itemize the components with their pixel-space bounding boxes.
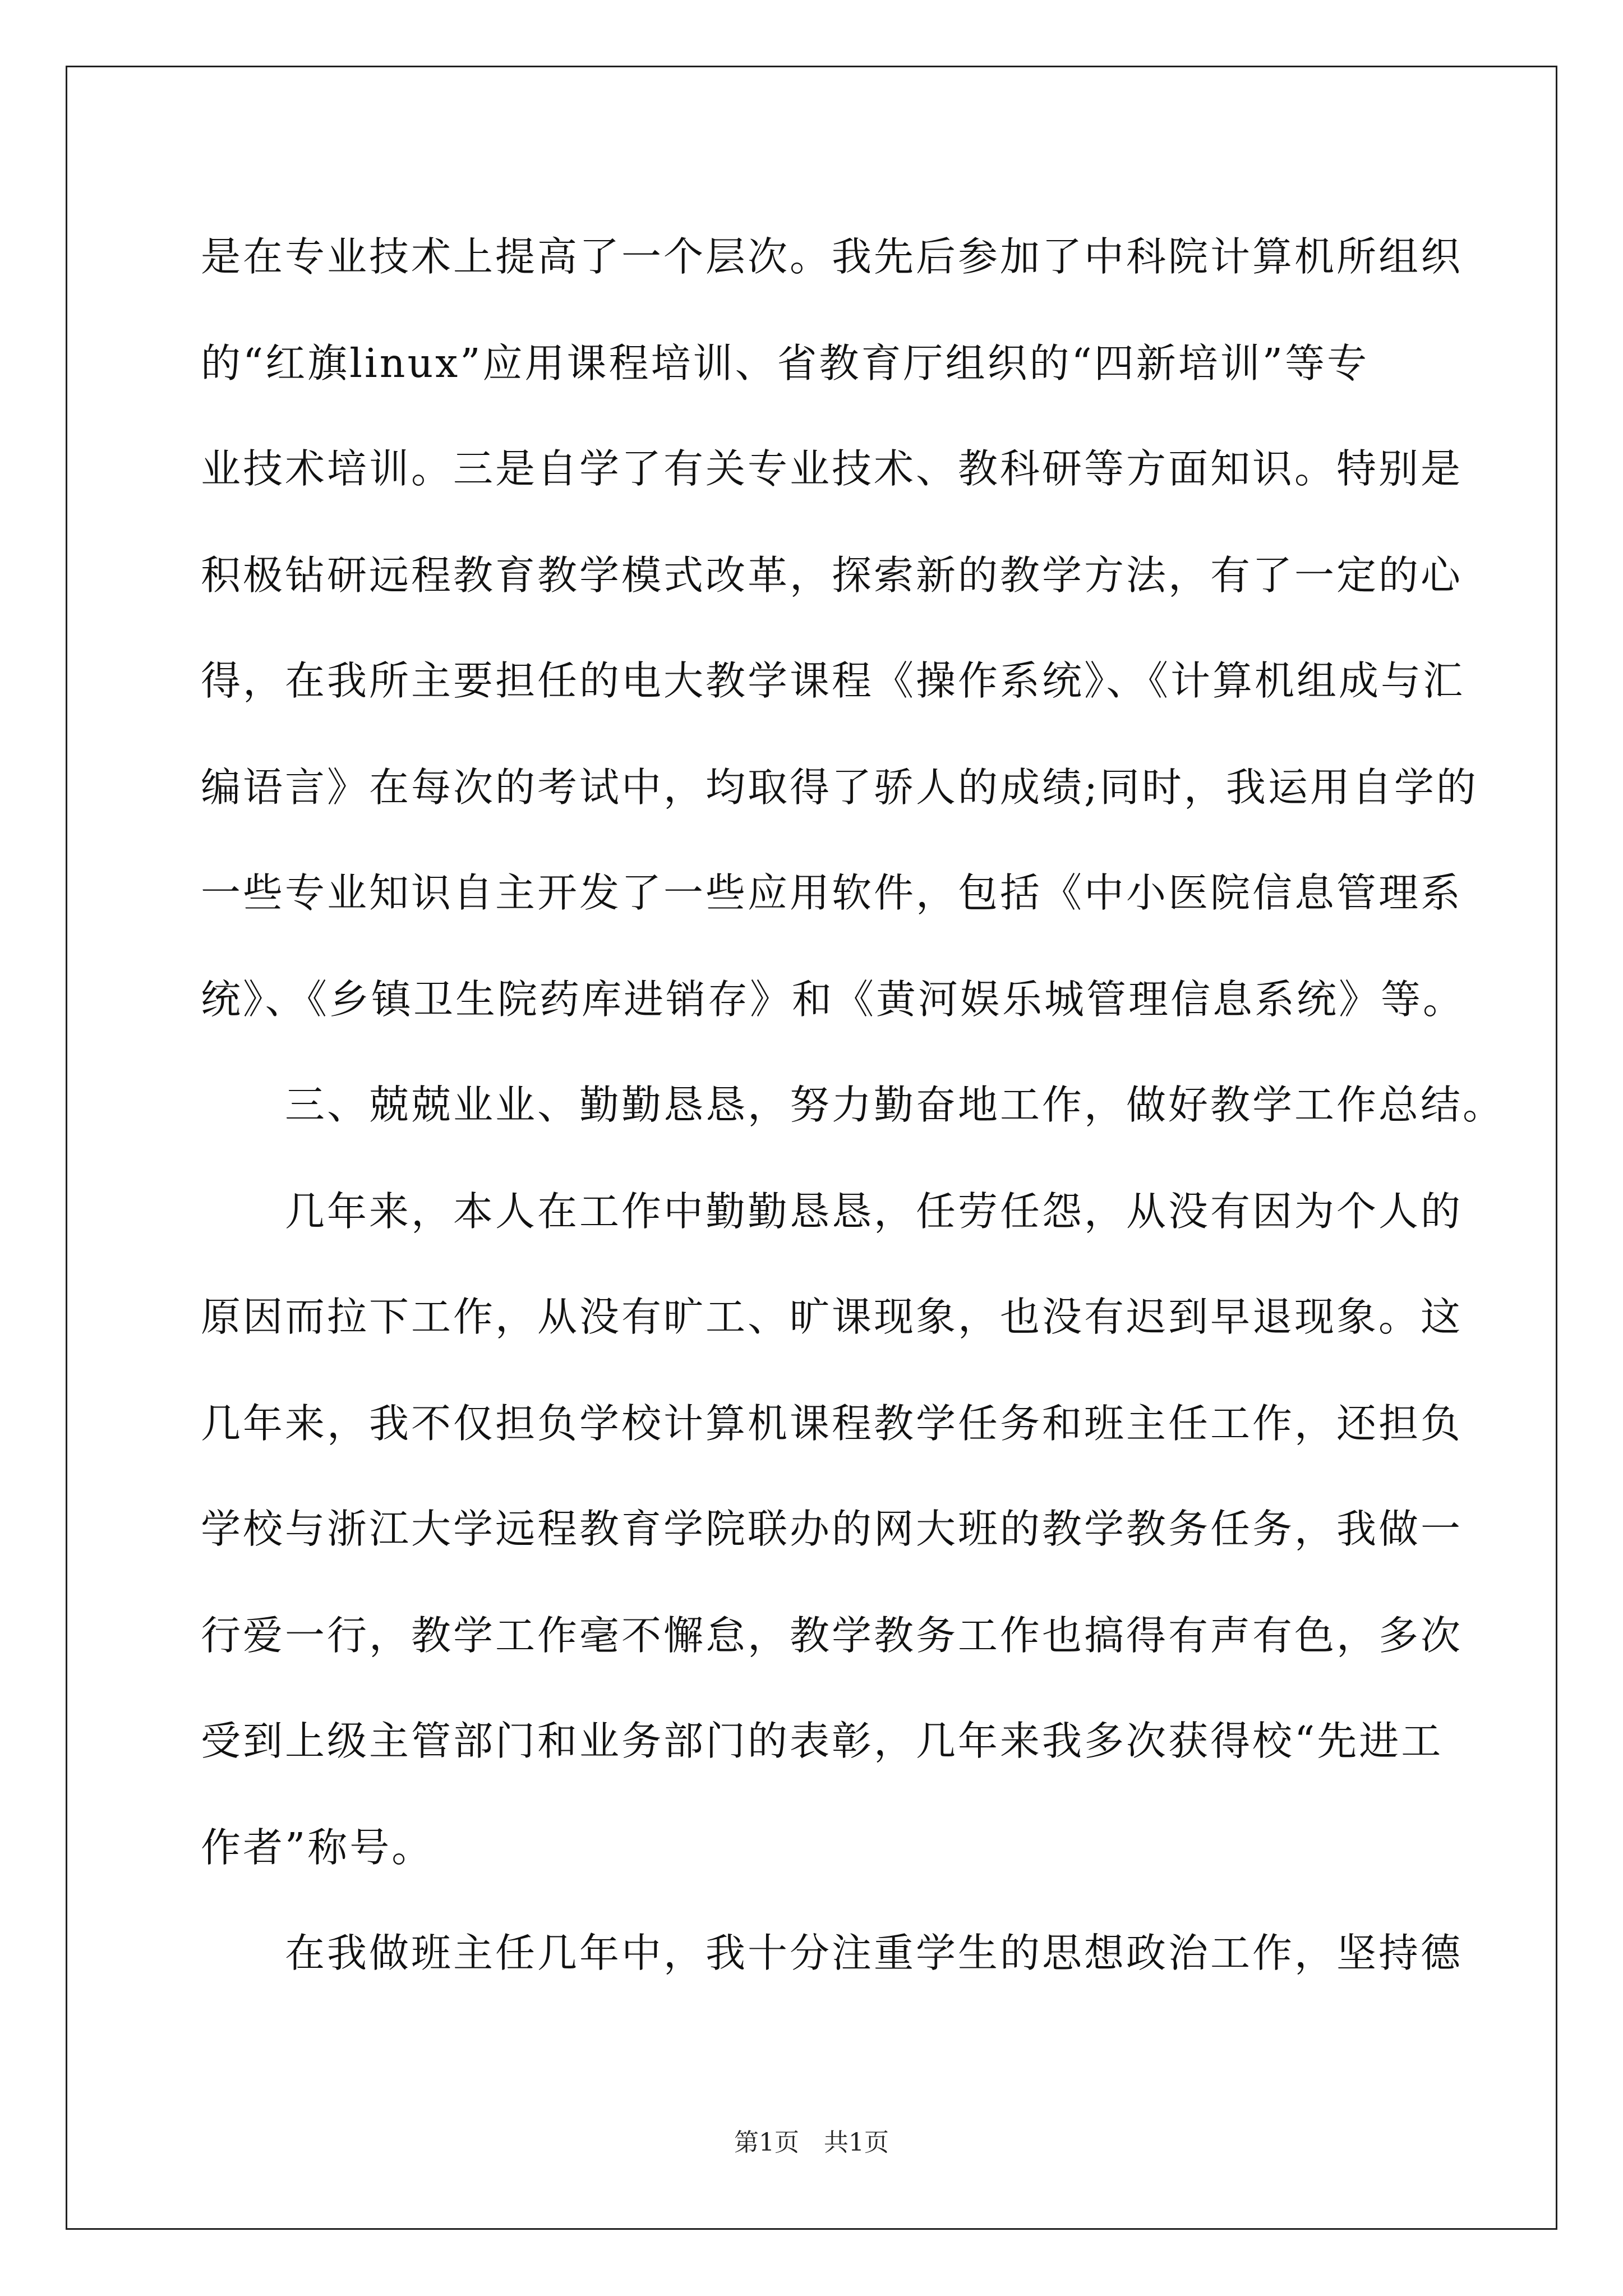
page-number-footer: 第1页 共1页 — [734, 2128, 889, 2157]
text-line: 的“红旗linux”应用课程培训、省教育厅组织的“四新培训”等专 — [201, 340, 1370, 386]
text-line: 得，在我所主要担任的电大教学课程《操作系统》、《计算机组成与汇 — [201, 657, 1465, 704]
text-line: 几年来，我不仅担负学校计算机课程教学任务和班主任工作，还担负 — [201, 1400, 1463, 1447]
section-heading: 三、兢兢业业、勤勤恳恳，努力勤奋地工作，做好教学工作总结。 — [201, 1082, 1505, 1128]
page-border — [66, 66, 1557, 2230]
text-line: 积极钻研远程教育教学模式改革，探索新的教学方法，有了一定的心 — [201, 552, 1463, 599]
text-line: 作者”称号。 — [201, 1824, 434, 1871]
text-line: 一些专业知识自主开发了一些应用软件，包括《中小医院信息管理系 — [201, 869, 1463, 916]
text-line: 在我做班主任几年中，我十分注重学生的思想政治工作，坚持德 — [201, 1930, 1463, 1976]
text-line: 业技术培训。三是自学了有关专业技术、教科研等方面知识。特别是 — [201, 445, 1463, 492]
text-line: 原因而拉下工作，从没有旷工、旷课现象，也没有迟到早退现象。这 — [201, 1294, 1463, 1340]
text-line: 受到上级主管部门和业务部门的表彰，几年来我多次获得校“先进工 — [201, 1718, 1444, 1764]
text-line: 几年来，本人在工作中勤勤恳恳，任劳任怨，从没有因为个人的 — [201, 1188, 1463, 1235]
text-line: 是在专业技术上提高了一个层次。我先后参加了中科院计算机所组织 — [201, 233, 1463, 280]
text-line: 行爱一行，教学工作毫不懈怠，教学教务工作也搞得有声有色，多次 — [201, 1612, 1463, 1659]
text-line: 编语言》在每次的考试中，均取得了骄人的成绩;同时，我运用自学的 — [201, 764, 1478, 811]
text-line: 学校与浙江大学远程教育学院联办的网大班的教学教务任务，我做一 — [201, 1506, 1463, 1552]
text-line: 统》、《乡镇卫生院药库进销存》和《黄河娱乐城管理信息系统》等。 — [201, 976, 1465, 1023]
